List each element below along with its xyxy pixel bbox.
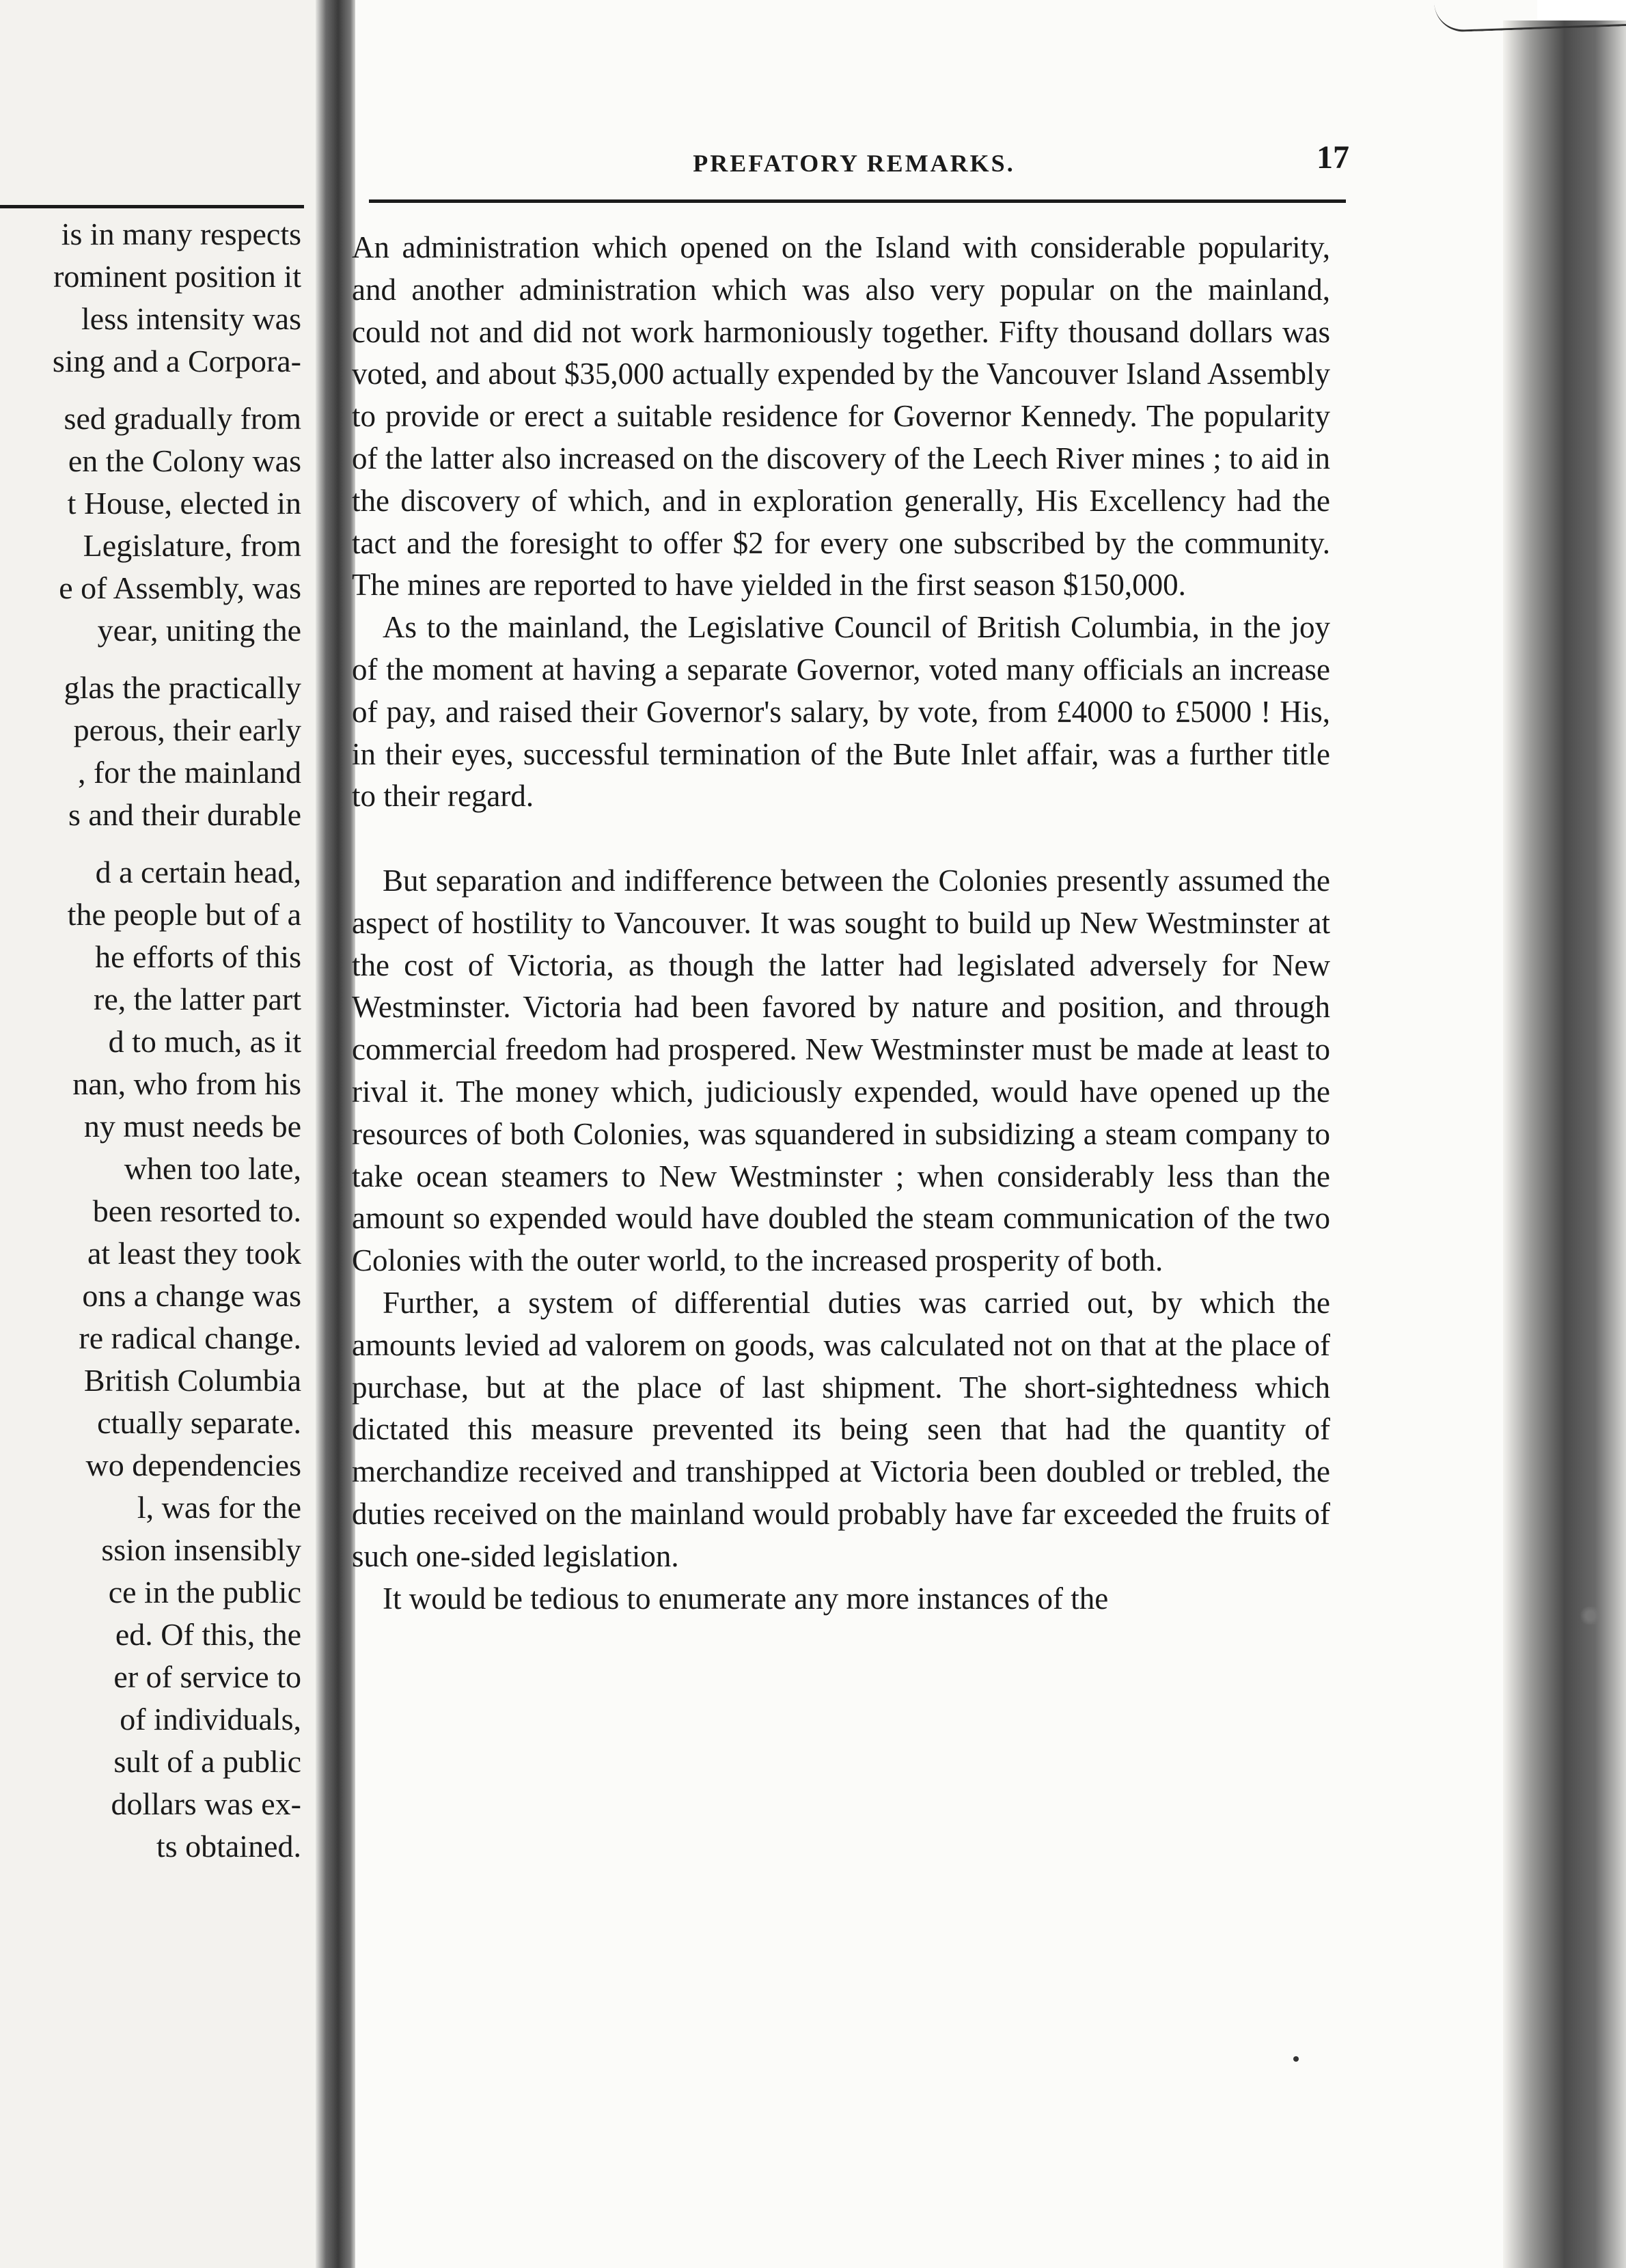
previous-page-line: ctually separate. (97, 1405, 301, 1440)
page-edge-mark (1578, 1607, 1603, 1624)
ink-speck (1293, 2056, 1299, 2062)
previous-page-line: en the Colony was (68, 443, 301, 478)
book-gutter (316, 0, 357, 2268)
previous-page-line: re radical change. (79, 1320, 301, 1355)
paragraph: An administration which opened on the Island with considerable popularity, and another administration which was also very popular on the mainland, could not and did not work harmoniously together. Fifty thousand dollars was voted, and about $35,000 actually expended by the Vancouver Island Assembly to provide or erect a suitable residence for Governor Kennedy. The popularity of the latter also increased on the discovery of the Leech River mines ; to aid in the discovery of which, and in exploration generally, His Excellency had the tact and the foresight to offer $2 for every one subscribed by the community. The mines are reported to have yielded in the first season $150,000. (352, 230, 1330, 603)
previous-page-fragment (0, 0, 321, 2268)
page-edge-shadow (1503, 20, 1626, 2268)
previous-page-line: perous, their early (73, 713, 301, 747)
previous-page-line: s and their durable (68, 797, 301, 832)
previous-page-line: e of Assembly, was (59, 570, 301, 605)
previous-page-line: year, uniting the (97, 613, 301, 648)
previous-page-line: dollars was ex- (111, 1786, 301, 1821)
previous-page-line: British Columbia (83, 1363, 301, 1398)
previous-page-line: at least they took (87, 1236, 301, 1271)
previous-page-line: ssion insensibly (101, 1532, 301, 1567)
previous-page-line: glas the practically (64, 670, 301, 705)
previous-page-line: , for the mainland (77, 755, 301, 790)
previous-page-line: nan, who from his (72, 1066, 301, 1101)
previous-page-line: l, was for the (137, 1490, 301, 1525)
page-number: 17 (1317, 139, 1349, 176)
paragraph: As to the mainland, the Legislative Council of British Columbia, in the joy of the moment at having a separate Governor, voted many officials an increase of pay, and raised their Governor's salary, by vote, from £4000 to £5000 ! His, in their eyes, successful termination of the Bute Inlet affair, was a further title to their regard. (352, 610, 1330, 814)
previous-page-line: ed. Of this, the (115, 1617, 301, 1652)
previous-page-line: when too late, (124, 1151, 301, 1186)
header-rule (369, 199, 1346, 203)
paragraph: Further, a system of differential duties was carried out, by which the amounts levied ad valorem on goods, was calculated not on that at the place of purchase, but at the place of last shipment. The short-sightedness which dictated this measure prevented its being seen that had the quantity of merchandize received and transhipped at Victoria been doubled or trebled, the duties received on the mainland would probably have far exceeded the fruits of such one-sided legislation. (352, 1285, 1330, 1573)
previous-page-line: rominent position it (53, 259, 301, 294)
previous-page-line: ny must needs be (83, 1109, 301, 1144)
previous-page-line: d to much, as it (108, 1024, 301, 1059)
previous-page-line: re, the latter part (94, 982, 301, 1017)
previous-page-line: is in many respects (61, 217, 301, 251)
body-text (352, 227, 1330, 1620)
previous-page-rule (0, 205, 304, 208)
previous-page-line: d a certain head, (95, 855, 301, 889)
previous-page-line: sult of a public (113, 1744, 301, 1779)
previous-page-line: er of service to (113, 1659, 301, 1694)
previous-page-line: he efforts of this (95, 939, 301, 974)
paragraph: But separation and indifference between the Colonies presently assumed the aspect of hostility to Vancouver. It was sought to build up New Westminster at the cost of Victoria, as though the latter had legislated adversely for New Westminster. Victoria had been favored by nature and position, and through commercial freedom had prospered. New Westminster must be made at least to rival it. The money which, judiciously expended, would have opened up the resources of both Colonies, was squandered in subsidizing a steam company to take ocean steamers to New Westminster ; when considerably less than the amount so expended would have doubled the steam communication of the two Colonies with the outer world, to the increased prosperity of both. (352, 863, 1330, 1278)
previous-page-line: ons a change was (82, 1278, 301, 1313)
previous-page-line: ts obtained. (156, 1829, 301, 1864)
previous-page-line: sed gradually from (64, 401, 301, 436)
previous-page-line: t House, elected in (67, 486, 301, 521)
previous-page-line: sing and a Corpora- (52, 344, 301, 378)
previous-page-line: wo dependencies (85, 1448, 301, 1482)
running-head: PREFATORY REMARKS. (693, 150, 1015, 177)
previous-page-line: less intensity was (81, 301, 301, 336)
previous-page-line: of individuals, (120, 1702, 301, 1737)
previous-page-line: the people but of a (67, 897, 301, 932)
previous-page-line: been resorted to. (92, 1193, 301, 1228)
previous-page-line: Legislature, from (83, 528, 301, 563)
previous-page-line: ce in the public (108, 1575, 301, 1609)
paragraph: It would be tedious to enumerate any more instances of the (383, 1581, 1109, 1616)
